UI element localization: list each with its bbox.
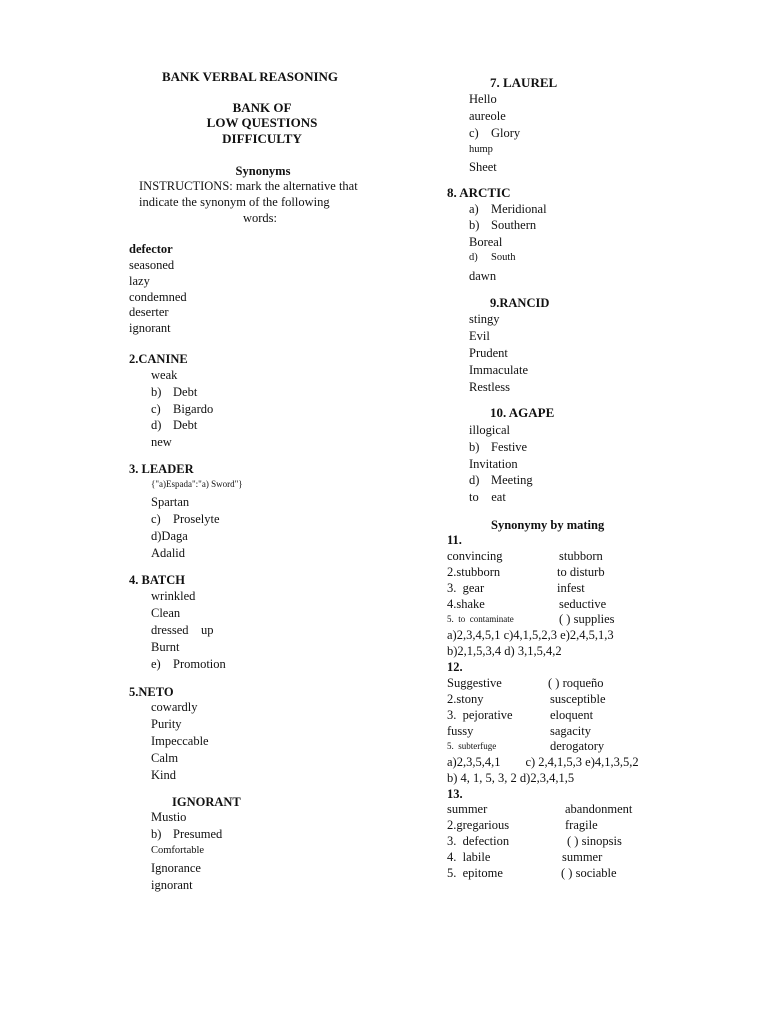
option: Kind bbox=[151, 768, 176, 782]
option: seasoned bbox=[129, 258, 175, 272]
option-label: c) bbox=[151, 512, 161, 526]
option-text: Proselyte bbox=[173, 512, 220, 526]
option bbox=[469, 217, 536, 233]
option-text: Promotion bbox=[173, 657, 226, 671]
option-text: South bbox=[491, 252, 516, 263]
option-text: Meeting bbox=[491, 473, 533, 487]
option: Mustio bbox=[151, 810, 187, 824]
option-label: c) bbox=[469, 126, 479, 140]
bank-line-1: BANK OF bbox=[232, 100, 292, 115]
option: Clean bbox=[151, 606, 181, 620]
match-left: 2.gregarious bbox=[447, 818, 510, 832]
option: Invitation bbox=[469, 457, 518, 471]
question-title: 11. bbox=[447, 533, 462, 547]
option-label: e) bbox=[151, 657, 161, 671]
option bbox=[151, 826, 222, 842]
section-heading: Synonyms bbox=[235, 164, 291, 178]
option bbox=[151, 656, 226, 672]
option: ignorant bbox=[129, 321, 171, 335]
option-text: Meridional bbox=[491, 202, 547, 216]
match-right: ( ) roqueño bbox=[548, 676, 604, 690]
match-left: 5. to contaminate bbox=[447, 614, 514, 624]
option-text: Bigardo bbox=[173, 402, 214, 416]
option-text: Festive bbox=[491, 440, 528, 454]
question-title: 5.NETO bbox=[129, 685, 174, 699]
match-right: stubborn bbox=[559, 549, 603, 563]
match-left: 3. defection bbox=[447, 834, 510, 848]
match-right: derogatory bbox=[550, 739, 605, 753]
option: stingy bbox=[469, 312, 500, 326]
document-title: BANK VERBAL REASONING bbox=[162, 69, 339, 84]
option: Boreal bbox=[469, 235, 503, 249]
option: ignorant bbox=[151, 878, 193, 892]
option bbox=[469, 472, 533, 488]
option-label: b) bbox=[151, 385, 162, 399]
option-raw-text: {"a)Espada":"a) Sword"} bbox=[151, 479, 243, 489]
option: wrinkled bbox=[151, 589, 196, 603]
option bbox=[469, 250, 516, 266]
option: weak bbox=[151, 368, 178, 382]
option bbox=[469, 201, 547, 217]
option: Calm bbox=[151, 751, 179, 765]
match-left: convincing bbox=[447, 549, 503, 563]
bank-line-2: LOW QUESTIONS bbox=[206, 115, 318, 130]
question-title: 2.CANINE bbox=[129, 352, 188, 366]
match-left: 3. pejorative bbox=[447, 708, 513, 722]
match-right: summer bbox=[562, 850, 603, 864]
option-text: Debt bbox=[173, 418, 198, 432]
match-left: 4.shake bbox=[447, 597, 485, 611]
answer-choices: a)2,3,5,4,1 c) 2,4,1,5,3 e)4,1,3,5,2 bbox=[447, 755, 639, 769]
option bbox=[469, 125, 520, 141]
match-left: summer bbox=[447, 802, 488, 816]
option: Ignorance bbox=[151, 861, 201, 875]
option-text: Presumed bbox=[173, 827, 223, 841]
question-title: 3. LEADER bbox=[129, 462, 194, 476]
option-text: Debt bbox=[173, 385, 198, 399]
option: d)Daga bbox=[151, 529, 188, 543]
option: Comfortable bbox=[151, 845, 205, 856]
option bbox=[151, 401, 213, 417]
match-left: fussy bbox=[447, 724, 474, 738]
option: Impeccable bbox=[151, 734, 209, 748]
option: Hello bbox=[469, 92, 497, 106]
option: Evil bbox=[469, 329, 490, 343]
option: aureole bbox=[469, 109, 506, 123]
option: condemned bbox=[129, 290, 187, 304]
option: cowardly bbox=[151, 700, 198, 714]
option-label: d) bbox=[469, 252, 478, 263]
option: lazy bbox=[129, 274, 150, 288]
option: Adalid bbox=[151, 546, 186, 560]
match-right: to disturb bbox=[557, 565, 605, 579]
option: Restless bbox=[469, 380, 510, 394]
option bbox=[469, 439, 527, 455]
section-heading: Synonymy by mating bbox=[491, 518, 605, 532]
instructions-line-1: INSTRUCTIONS: mark the alternative that bbox=[139, 179, 358, 193]
option-label: b) bbox=[469, 218, 480, 232]
match-right: abandonment bbox=[565, 802, 633, 816]
match-left: 4. labile bbox=[447, 850, 491, 864]
option: Purity bbox=[151, 717, 182, 731]
option-text: Southern bbox=[491, 218, 537, 232]
option: hump bbox=[469, 144, 493, 155]
match-left: 3. gear bbox=[447, 581, 485, 595]
match-right: seductive bbox=[559, 597, 607, 611]
option-label: b) bbox=[469, 440, 480, 454]
question-title: 4. BATCH bbox=[129, 573, 186, 587]
option bbox=[151, 417, 197, 433]
question-title: 13. bbox=[447, 787, 463, 801]
option-label: d) bbox=[469, 473, 480, 487]
answer-choices: b)2,1,5,3,4 d) 3,1,5,4,2 bbox=[447, 644, 562, 658]
question-title: 8. ARCTIC bbox=[447, 185, 511, 200]
option-label: d) bbox=[151, 418, 162, 432]
option: illogical bbox=[469, 423, 510, 437]
option: Spartan bbox=[151, 495, 190, 509]
answer-choices: b) 4, 1, 5, 3, 2 d)2,3,4,1,5 bbox=[447, 771, 575, 785]
match-right: fragile bbox=[565, 818, 598, 832]
match-right: sagacity bbox=[550, 724, 591, 738]
option bbox=[151, 384, 197, 400]
option-text: Glory bbox=[491, 126, 521, 140]
instructions-line-2: indicate the synonym of the following bbox=[139, 195, 330, 209]
answer-choices: a)2,3,4,5,1 c)4,1,5,2,3 e)2,4,5,1,3 bbox=[447, 628, 614, 642]
question-title: 12. bbox=[447, 660, 463, 674]
option-label: c) bbox=[151, 402, 161, 416]
option: new bbox=[151, 435, 172, 449]
match-right: infest bbox=[557, 581, 585, 595]
option: deserter bbox=[129, 305, 169, 319]
option: to eat bbox=[469, 490, 506, 504]
option-label: a) bbox=[469, 202, 479, 216]
match-left: Suggestive bbox=[447, 676, 502, 690]
question-title: defector bbox=[129, 242, 173, 256]
question-title: 7. LAUREL bbox=[490, 75, 558, 90]
option: Prudent bbox=[469, 346, 508, 360]
match-left: 5. epitome bbox=[447, 866, 503, 880]
match-left: 2.stony bbox=[447, 692, 484, 706]
question-title: IGNORANT bbox=[172, 795, 241, 809]
match-left: 5. subterfuge bbox=[447, 741, 497, 751]
match-right: susceptible bbox=[550, 692, 606, 706]
option: Burnt bbox=[151, 640, 180, 654]
option bbox=[151, 511, 220, 527]
option-label: b) bbox=[151, 827, 162, 841]
option: Sheet bbox=[469, 160, 497, 174]
match-right: ( ) sinopsis bbox=[567, 834, 622, 848]
bank-line-3: DIFFICULTY bbox=[222, 131, 302, 146]
match-right: eloquent bbox=[550, 708, 594, 722]
question-title: 9.RANCID bbox=[490, 296, 550, 310]
option: Immaculate bbox=[469, 363, 528, 377]
match-left: 2.stubborn bbox=[447, 565, 501, 579]
option: dawn bbox=[469, 269, 497, 283]
match-right: ( ) supplies bbox=[559, 612, 615, 626]
match-right: ( ) sociable bbox=[561, 866, 617, 880]
option: dressed up bbox=[151, 623, 214, 637]
question-title: 10. AGAPE bbox=[490, 405, 555, 420]
instructions-line-3: words: bbox=[242, 211, 278, 225]
